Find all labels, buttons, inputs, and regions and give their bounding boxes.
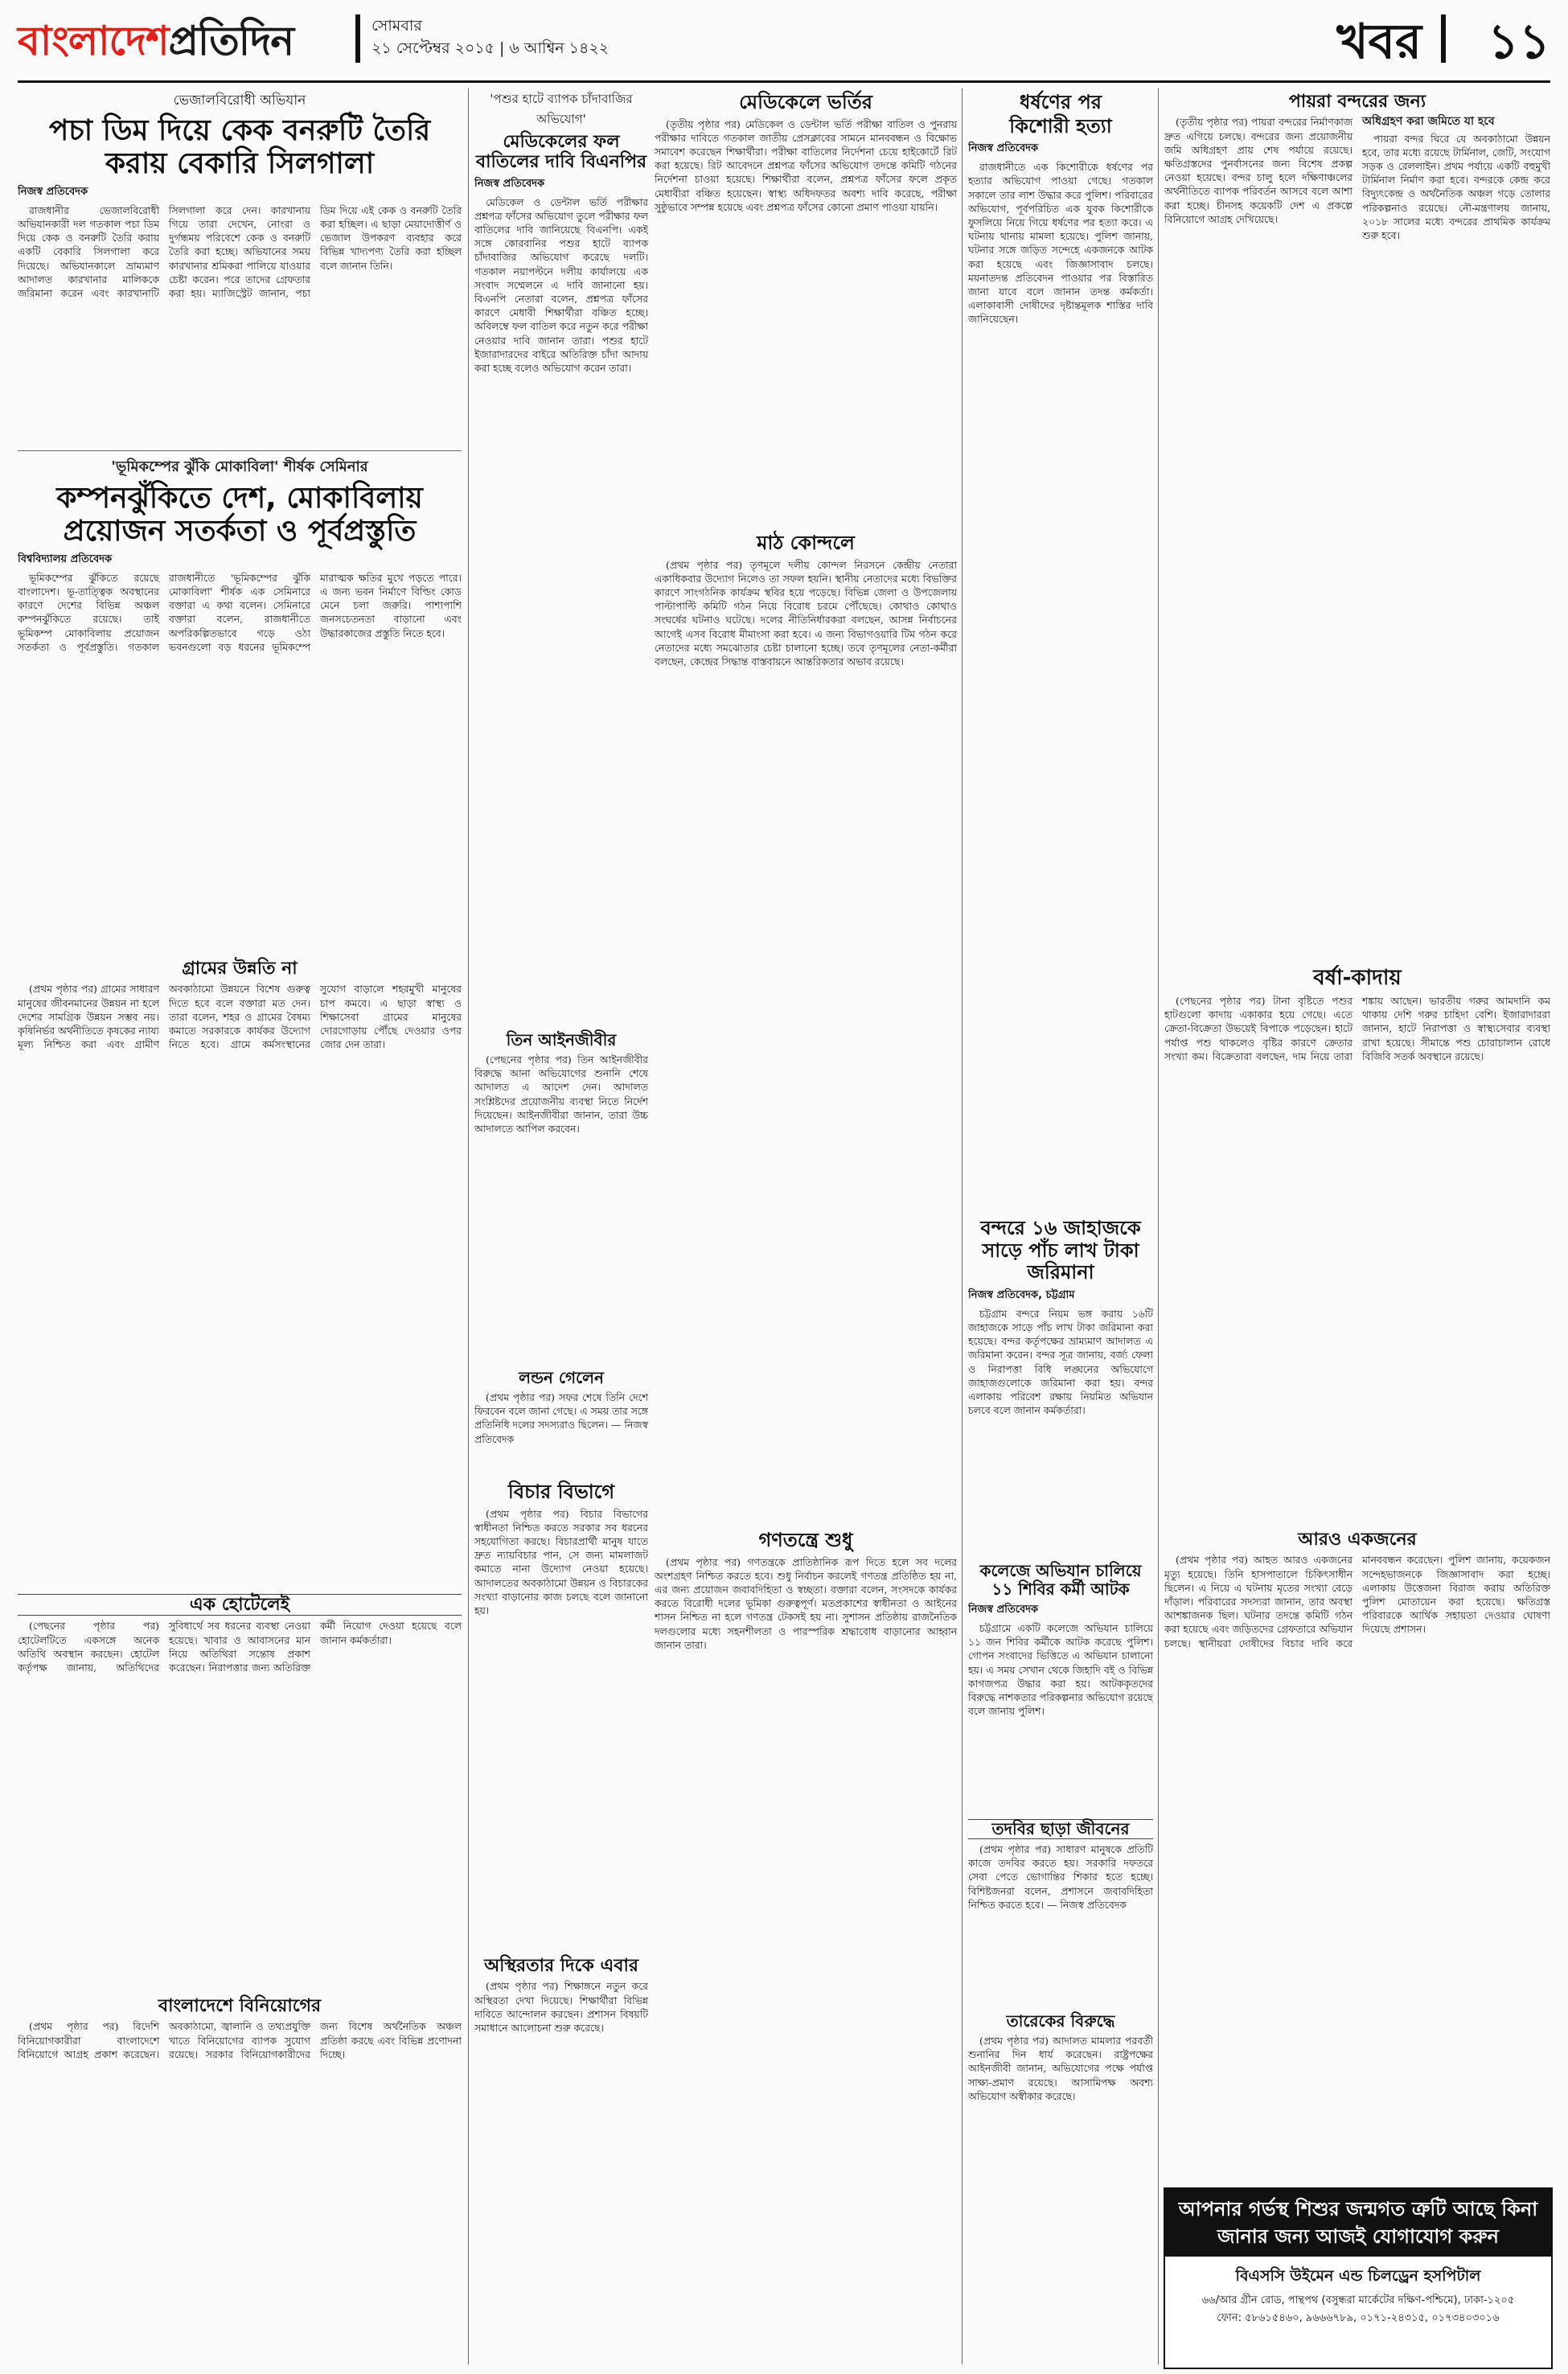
article-headline: এক হোটেলেই [18,1594,462,1616]
article-byline: নিজস্ব প্রতিবেদক [474,177,545,190]
article-body: (প্রথম পৃষ্ঠার পর) শিক্ষাঙ্গনে নতুন করে অস্থিরতা দেখা দিয়েছে। শিক্ষার্থীরা বিভিন্ন দাবিতে আন্দোলন করছেন। প্রশাসন বিষয়টি সমাধানে আলোচনা শুরু করেছে। [474,1980,648,2034]
article-college [968,1560,1153,1817]
column-rule [962,88,963,2364]
article-headline: বন্দরে ১৬ জাহাজকে সাড়ে পাঁচ লাখ টাকা জরিমানা [980,1217,1141,1284]
article-headline: লন্ডন গেলেন [519,1368,604,1387]
advert-address: ৬৬/আর গ্রীন রোড, পান্থপথ (বসুন্ধরা মার্কেটের দক্ষিণ-পশ্চিমে), ঢাকা-১২০৫ [1201,2294,1515,2306]
article-body: (প্রথম পৃষ্ঠার পর) গ্রামের সাধারণ মানুষের জীবনমানের উন্নয়ন না হলে দেশের সামগ্রিক উন্নয়ন সম্ভব নয়। কৃষিনির্ভর অর্থনীতিতে কৃষকের ন্যায্য মূল্য নিশ্চিত করা এবং গ্রামীণ অবকাঠামো উন্নয়নে বিশেষ গুরুত্ব দিতে হবে বলে বক্তারা মত দেন। তারা বলেন, শহর ও গ্রামের বৈষম্য কমাতে সরকারকে কার্যকর উদ্যোগ নিতে হবে। গ্রামে কর্মসংস্থানের সুযোগ বাড়ালে শহরমুখী মানুষের চাপ কমবে। এ ছাড়া স্বাস্থ্য ও শিক্ষাসেবা গ্রামের মানুষের দোরগোড়ায় পৌঁছে দেওয়ার ওপর জোর দেন তারা। [18,983,462,1051]
article-bondor [968,1216,1153,1554]
article-body: ভূমিকম্পের ঝুঁকিতে রয়েছে বাংলাদেশ। ভূ-তাত্ত্বিক অবস্থানের কারণে দেশের বিভিন্ন অঞ্চল কম্পনঝুঁকিতে রয়েছে। তাই ভূমিকম্প মোকাবিলায় প্রয়োজন সতর্কতা ও পূর্বপ্রস্তুতি। গতকাল রাজধানীতে 'ভূমিকম্পের ঝুঁকি মোকাবিলা' শীর্ষক এক সেমিনারে বক্তারা এ কথা বলেন। সেমিনারে বক্তারা বলেন, রাজধানীতে অপরিকল্পিতভাবে গড়ে ওঠা ভবনগুলো বড় ধরনের ভূমিকম্পে মারাত্মক ক্ষতির মুখে পড়তে পারে। এ জন্য ভবন নির্মাণে বিল্ডিং কোড মেনে চলা জরুরি। পাশাপাশি জনসচেতনতা বাড়ানো এবং উদ্ধারকাজের প্রস্তুতি নিতে হবে। [18,571,462,653]
article-headline: কিশোরী হত্যা [1009,114,1112,138]
article-headline: তিন আইনজীবীর [506,1030,617,1049]
article-body: (পেছনের পৃষ্ঠার পর) তিন আইনজীবীর বিরুদ্ধে আনা অভিযোগের শুনানি শেষে আদালত এ আদেশ দেন। আদালত সংশ্লিষ্টদের প্রয়োজনীয় ব্যবস্থা নিতে নির্দেশ দিয়েছেন। আইনজীবীরা জানান, তারা উচ্চ আদালতে আপিল করবেন। [474,1054,648,1136]
article-tarek [968,2011,1153,2364]
article-kicker: ভেজালবিরোধী অভিযান [173,92,306,109]
article-body: (তৃতীয় পৃষ্ঠার পর) মেডিকেল ও ডেন্টাল ভর্তি পরীক্ষা বাতিল ও পুনরায় পরীক্ষার দাবিতে গতকাল জাতীয় প্রেসক্লাবের সামনে মানববন্ধন ও বিক্ষোভ সমাবেশ করেছেন শিক্ষার্থীরা। পরীক্ষা বাতিলের নির্দেশনা চেয়ে হাইকোর্টে রিট করা হয়েছে। রিট আবেদনে প্রশ্নপত্র ফাঁসের অভিযোগ তদন্তে কমিটি গঠনের নির্দেশনা চাওয়া হয়েছে। শিক্ষার্থীরা বলেন, প্রশ্নপত্র ফাঁসের ফলে প্রকৃত মেধাবীরা বঞ্চিত হয়েছেন। স্বাস্থ্য অধিদফতর অবশ্য দাবি করেছে, পরীক্ষা সুষ্ঠুভাবে সম্পন্ন হয়েছে এবং প্রশ্নপত্র ফাঁসের কোনো প্রমাণ পাওয়া যায়নি। [655,117,957,213]
column-rule [1158,88,1159,2364]
article-headline: কম্পনঝুঁকিতে দেশ, মোকাবিলায় প্রয়োজন সতর্কতা ও পূর্বপ্রস্তুতি [56,482,423,548]
article-body: (প্রথম পৃষ্ঠার পর) আহত আরও একজনের মৃত্যু হয়েছে। তিনি হাসপাতালে চিকিৎসাধীন ছিলেন। এ নিয়ে এ ঘটনায় মৃতের সংখ্যা বেড়ে দাঁড়াল। পরিবারের সদস্যরা জানান, তার অবস্থা আশঙ্কাজনক ছিল। ঘটনার তদন্তে কমিটি গঠন করা হয়েছে এবং জড়িতদের গ্রেফতারে অভিযান চলছে। স্থানীয়রা দোষীদের বিচার দাবি করে মানববন্ধন করেছেন। পুলিশ জানায়, কয়েকজন সন্দেহভাজনকে জিজ্ঞাসাবাদ করা হচ্ছে। এলাকায় উত্তেজনা বিরাজ করায় অতিরিক্ত পুলিশ মোতায়েন করা হয়েছে। ক্ষতিগ্রস্ত পরিবারকে আর্থিক সহায়তা দেওয়ার ঘোষণা দিয়েছে প্রশাসন। [1164,1554,1550,1649]
article-body: মেডিকেল ও ডেন্টাল ভর্তি পরীক্ষার প্রশ্নপত্র ফাঁসের অভিযোগ তুলে পরীক্ষার ফল বাতিলের দাবি জানিয়েছে বিএনপি। একই সঙ্গে কোরবানির পশুর হাটে ব্যাপক চাঁদাবাজির অভিযোগ করেছে দলটি। গতকাল নয়াপল্টনে দলীয় কার্যালয়ে এক সংবাদ সম্মেলনে এ দাবি জানানো হয়। বিএনপি নেতারা বলেন, প্রশ্নপত্র ফাঁসের কারণে মেধাবী শিক্ষার্থীরা বঞ্চিত হচ্ছে। অবিলম্বে ফল বাতিল করে নতুন করে পরীক্ষা নেওয়ার দাবি জানান তারা। পশুর হাটে ইজারাদারদের বাইরে অতিরিক্ত চাঁদা আদায় করা হচ্ছে বলেও অভিযোগ করেন তারা। [474,195,648,375]
article-pocha-dim [18,90,462,450]
newspaper-logo [18,11,293,78]
article-subhead: অধিগ্রহণ করা জমিতে যা হবে [1362,115,1495,129]
hospital-advertisement [1164,2187,1553,2369]
article-headline: মাঠ কোন্দলে [757,532,855,554]
article-london [474,1367,648,1480]
article-hotel [18,1592,462,1785]
article-headline: কলেজে অভিযান চালিয়ে ১১ শিবির কর্মী আটক [979,1561,1142,1599]
article-body: (প্রথম পৃষ্ঠার পর) সাধারণ মানুষকে প্রতিটি কাজে তদবির করতে হয়। সরকারি দফতরে সেবা পেতে ভোগান্তির শিকার হতে হচ্ছে। বিশিষ্টজনরা বলেন, প্রশাসনে জবাবদিহিতা নিশ্চিত করতে হবে। — নিজস্ব প্রতিবেদক [968,1843,1153,1911]
article-byline: নিজস্ব প্রতিবেদক [18,185,88,198]
article-headline: বাংলাদেশে বিনিয়োগের [158,1996,322,2016]
article-headline: তদবির ছাড়া জীবনের [968,1819,1153,1839]
article-payra [1164,90,1550,894]
article-body: (প্রথম পৃষ্ঠার পর) সফর শেষে তিনি দেশে ফিরবেন বলে জানা গেছে। এ সময় তার সঙ্গে প্রতিনিধি দলের সদস্যরাও ছিলেন। — নিজস্ব প্রতিবেদক [474,1391,648,1445]
issue-day: সোমবার [371,17,422,35]
logo-part2: প্রতিদিন [168,18,294,64]
issue-date [371,14,609,60]
masthead-divider-right [1441,14,1446,63]
section-rule [18,450,462,451]
article-headline: মেডিকেলের ফল বাতিলের দাবি বিএনপির [475,132,647,173]
article-kicker: 'পশুর হাটে ব্যাপক চাঁদাবাজির অভিযোগ' [490,92,633,126]
article-kicker: 'ভূমিকম্পের ঝুঁকি মোকাবিলা' শীর্ষক সেমিনার [111,458,368,475]
article-headline: মেডিকেলে ভর্তির [739,91,872,113]
article-headline: পচা ডিম দিয়ে কেক বনরুটি তৈরি করায় বেকারি সিলগালা [48,114,431,181]
article-body: (প্রথম পৃষ্ঠার পর) আদালত মামলার পরবর্তী শুনানির দিন ধার্য করেছেন। রাষ্ট্রপক্ষের আইনজীবী জানান, অভিযোগের পক্ষে পর্যাপ্ত সাক্ষ্য-প্রমাণ রয়েছে। আসামিপক্ষ অবশ্য অভিযোগ অস্বীকার করেছে। [968,2035,1153,2102]
article-body: চট্টগ্রামে একটি কলেজে অভিযান চালিয়ে ১১ জন শিবির কর্মীকে আটক করেছে পুলিশ। গোপন সংবাদের ভিত্তিতে এ অভিযান চালানো হয়। এ সময় সেখান থেকে জিহাদি বই ও বিভিন্ন কাগজপত্র উদ্ধার করা হয়। আটককৃতদের বিরুদ্ধে নাশকতার পরিকল্পনার অভিযোগ রয়েছে বলে জানায় পুলিশ। [968,1622,1153,1718]
article-headline: অস্থিরতার দিকে এবার [484,1956,638,1976]
article-body: (প্রথম পৃষ্ঠার পর) গণতন্ত্রকে প্রাতিষ্ঠানিক রূপ দিতে হলে সব দলের অংশগ্রহণ নিশ্চিত করতে হবে। শুধু নির্বাচন করলেই গণতন্ত্র প্রতিষ্ঠিত হয় না, এর জন্য প্রয়োজন জবাবদিহিতা ও স্বচ্ছতা। বক্তারা বলেন, সংসদকে কার্যকর করতে বিরোধী দলের ভূমিকা গুরুত্বপূর্ণ। মতপ্রকাশের স্বাধীনতা ও আইনের শাসন নিশ্চিত না হলে গণতন্ত্র টেকসই হয় না। সুশাসন প্রতিষ্ঠায় রাজনৈতিক দলগুলোর মধ্যে সহনশীলতা ও পারস্পরিক শ্রদ্ধাবোধ বাড়ানোর আহ্বান জানান তারা। [655,1555,957,1651]
article-osthirota [474,1954,648,2195]
section-name: খবর [1336,14,1422,70]
column-rule [468,88,469,2364]
article-headline: পায়রা বন্দরের জন্য [1288,92,1426,112]
article-headline: গণতন্ত্রে শুধু [758,1529,853,1551]
article-body: রাজধানীতে এক কিশোরীকে ধর্ষণের পর হত্যার অভিযোগ পাওয়া গেছে। গতকাল সকালে তার লাশ উদ্ধার করে পুলিশ। পরিবারের অভিযোগ, পূর্বপরিচিত এক যুবক কিশোরীকে ফুসলিয়ে নিয়ে গিয়ে ধর্ষণের পর হত্যা করে। এ ঘটনায় থানায় মামলা হয়েছে। পুলিশ জানায়, ঘটনার সঙ্গে জড়িত সন্দেহে একজনকে আটক করা হয়েছে এবং জিজ্ঞাসাবাদ চলছে। ময়নাতদন্ত প্রতিবেদন পাওয়ার পর বিস্তারিত জানা যাবে বলে জানান তদন্ত কর্মকর্তা। এলাকাবাসী দোষীদের দৃষ্টান্তমূলক শাস্তির দাবি জানিয়েছেন। [968,161,1153,326]
article-body: (প্রথম পৃষ্ঠার পর) বিচার বিভাগের স্বাধীনতা নিশ্চিত করতে সরকার সব ধরনের সহযোগিতা করছে। বিচারপ্রার্থী মানুষ যাতে দ্রুত ন্যায়বিচার পান, সে জন্য মামলাজট কমাতে নানা উদ্যোগ নেওয়া হয়েছে। আদালতের অবকাঠামো উন্নয়ন ও বিচারকের সংখ্যা বাড়ানোর কাজ চলছে বলে জানানো হয়। [474,1507,648,1617]
page-number: ১১ [1488,14,1550,70]
article-gram [18,957,462,1230]
issue-full-date: ২১ সেপ্টেম্বর ২০১৫ | ৬ আশ্বিন ১৪২২ [371,39,610,57]
article-body: চট্টগ্রাম বন্দরে নিয়ম ভঙ্গ করায় ১৬টি জাহাজকে সাড়ে পাঁচ লাখ টাকা জরিমানা করা হয়েছে। বন্দর কর্তৃপক্ষের ভ্রাম্যমাণ আদালত এ জরিমানা করেন। বন্দর সূত্র জানায়, বর্জ্য ফেলা ও নিরাপত্তা বিধি লঙ্ঘনের অভিযোগে জাহাজগুলোকে জরিমানা করা হয়। বন্দর এলাকায় পরিবেশ রক্ষায় নিয়মিত অভিযান চলবে বলে জানান কর্মকর্তারা। [968,1307,1153,1417]
article-byline: নিজস্ব প্রতিবেদক [968,142,1039,155]
article-body: (প্রথম পৃষ্ঠার পর) তৃণমূলে দলীয় কোন্দল নিরসনে কেন্দ্রীয় নেতারা একাধিকবার উদ্যোগ নিলেও তা সফল হয়নি। স্থানীয় নেতাদের মধ্যে বিভক্তির কারণে সাংগঠনিক কার্যক্রম স্থবির হয়ে পড়েছে। বিভিন্ন জেলা ও উপজেলায় পাল্টাপাল্টি কমিটি গঠন নিয়ে বিরোধ চরমে পৌঁছেছে। কোথাও কোথাও সংঘর্ষের ঘটনাও ঘটেছে। দলের নীতিনির্ধারকরা বলছেন, আসন্ন নির্বাচনের আগেই এসব বিরোধ মীমাংসা করা হবে। এ জন্য বিভাগওয়ারি টিম গঠন করে নেতাদের মধ্যে সমঝোতার চেষ্টা চালানো হচ্ছে। তবে তৃণমূলের নেতা-কর্মীরা বলছেন, কেন্দ্রের সিদ্ধান্ত বাস্তবায়নে আন্তরিকতার অভাব রয়েছে। [655,558,957,668]
advert-headline: আপনার গর্ভস্থ শিশুর জন্মগত ত্রুটি আছে কিনা জানার জন্য আজই যোগাযোগ করুন [1165,2189,1551,2257]
article-headline: বিচার বিভাগে [507,1481,615,1503]
article-gonotontro [655,1528,957,2252]
article-byline: বিশ্ববিদ্যালয় প্রতিবেদক [18,552,113,565]
article-headline: আরও একজনের [1298,1530,1417,1550]
article-byline: নিজস্ব প্রতিবেদক [968,1604,1039,1616]
article-biniyog [18,1994,462,2364]
article-todbir [968,1817,1153,1994]
article-pashuhat [474,90,648,894]
article-headline: গ্রামের উন্নতি না [182,959,298,979]
article-body: (তৃতীয় পৃষ্ঠার পর) পায়রা বন্দরের নির্মাণকাজ দ্রুত এগিয়ে চলছে। বন্দরের জন্য প্রয়োজনীয় জমি অধিগ্রহণ প্রায় শেষ পর্যায়ে রয়েছে। ক্ষতিগ্রস্তদের পুনর্বাসনের জন্য বিশেষ প্রকল্প নেওয়া হয়েছে। বন্দর চালু হলে দক্ষিণাঞ্চলের অর্থনীতিতে ব্যাপক পরিবর্তন আসবে বলে আশা করা হচ্ছে। চীনসহ কয়েকটি দেশ এ প্রকল্পে বিনিয়োগে আগ্রহ দেখিয়েছে। অধিগ্রহণ করা জমিতে যা হবে পায়রা বন্দর ঘিরে যে অবকাঠামো উন্নয়ন হবে, তার মধ্যে রয়েছে টার্মিনাল, জেটি, সংযোগ সড়ক ও রেললাইন। প্রথম পর্যায়ে একটি বহুমুখী টার্মিনাল নির্মাণ করা হবে। বন্দরকে কেন্দ্র করে বিদ্যুৎকেন্দ্র ও অর্থনৈতিক অঞ্চল গড়ে তোলার পরিকল্পনাও রয়েছে। নৌ-মন্ত্রণালয় জানায়, ২০১৮ সালের মধ্যে বন্দরের প্রাথমিক কার্যক্রম শুরু হবে। [1164,115,1550,241]
article-body: রাজধানীর ভেজালবিরোধী অভিযানকারী দল গতকাল পচা ডিম দিয়ে কেক ও বনরুটি তৈরি করায় একটি বেকারি সিলগালা করে দিয়েছে। অভিযানকালে ভ্রাম্যমাণ আদালত কারখানার মালিককে জরিমানা করেন এবং কারখানাটি সিলগালা করে দেন। কারখানায় গিয়ে তারা দেখেন, নোংরা ও দুর্গন্ধময় পরিবেশে কেক ও বনরুটি তৈরি করা হচ্ছে। অভিযানের সময় কারখানার শ্রমিকরা পালিয়ে যাওয়ার চেষ্টা করেন। পরে তাদের গ্রেফতার করা হয়। ম্যাজিস্ট্রেট জানান, পচা ডিম দিয়ে এই কেক ও বনরুটি তৈরি করা হচ্ছিল। এ ছাড়া মেয়াদোত্তীর্ণ ও ভেজাল উপকরণ ব্যবহার করে বিভিন্ন খাদ্যপণ্য তৈরি করা হচ্ছিল বলে জানান তিনি। [18,203,462,299]
advert-phone: ফোন: ৫৮৬১৫৪৬০, ৯৬৬৬৭৮৯, ০১৭১-২৪৩১৫, ০১৭৩৪০৩০১৬ [1217,2312,1500,2324]
article-kicker: ধর্ষণের পর [1020,91,1102,113]
article-byline: নিজস্ব প্রতিবেদক, চট্টগ্রাম [968,1288,1075,1301]
article-dhorshon [968,90,1153,894]
advert-hospital-name: বিএসসি উইমেন এন্ড চিলড্রেন হসপিটাল [1235,2267,1481,2285]
article-headline: তারেকের বিরুদ্ধে [1006,2011,1115,2031]
masthead-divider [355,14,360,63]
logo-part1: বাংলাদেশ [18,18,169,64]
article-medical [655,90,957,524]
article-borsha [1164,965,1550,1528]
article-body: (পেছনের পৃষ্ঠার পর) হোটেলটিতে একসঙ্গে অনেক অতিথি অবস্থান করছেন। হোটেল কর্তৃপক্ষ জানায়, অতিথিদের সুবিধার্থে সব ধরনের ব্যবস্থা নেওয়া হয়েছে। খাবার ও আবাসনের মান নিয়ে অতিথিরা সন্তোষ প্রকাশ করেছেন। নিরাপত্তার জন্য অতিরিক্ত কর্মী নিয়োগ দেওয়া হয়েছে বলে জানান কর্মকর্তারা। [18,1620,462,1674]
article-body: (পেছনের পৃষ্ঠার পর) টানা বৃষ্টিতে পশুর হাটগুলো কাদায় একাকার হয়ে গেছে। এতে ক্রেতা-বিক্রেতা উভয়েই বিপাকে পড়েছেন। হাটে পর্যাপ্ত পশু থাকলেও বৃষ্টির কারণে ক্রেতার সংখ্যা কম। বিক্রেতারা বলছেন, দাম নিয়ে তারা শঙ্কায় আছেন। ভারতীয় গরুর আমদানি কম থাকায় দেশি গরুর চাহিদা বেশি। ইজারাদাররা জানান, হাটে নিরাপত্তা ও স্বাস্থ্যসেবার ব্যবস্থা রাখা হয়েছে। সীমান্তে পশু চোরাচালান রোধে বিজিবি সতর্ক অবস্থানে রয়েছে। [1164,994,1550,1062]
article-kompon [18,455,462,954]
article-headline: বর্ষা-কাদায় [1313,966,1402,990]
article-arekjon [1164,1528,1550,2179]
article-bichar [474,1480,648,1898]
masthead [18,6,1550,83]
article-mat-kondole [655,531,957,1206]
article-body: (প্রথম পৃষ্ঠার পর) বিদেশি বিনিয়োগকারীরা বাংলাদেশে বিনিয়োগে আগ্রহ প্রকাশ করেছেন। অবকাঠামো, জ্বালানি ও তথ্যপ্রযুক্তি খাতে বিনিয়োগের ব্যাপক সুযোগ রয়েছে। সরকার বিনিয়োগকারীদের জন্য বিশেষ অর্থনৈতিক অঞ্চল প্রতিষ্ঠা করছে এবং বিভিন্ন প্রণোদনা দিচ্ছে। [18,2020,462,2060]
article-tin-ainjibi [474,1029,648,1271]
